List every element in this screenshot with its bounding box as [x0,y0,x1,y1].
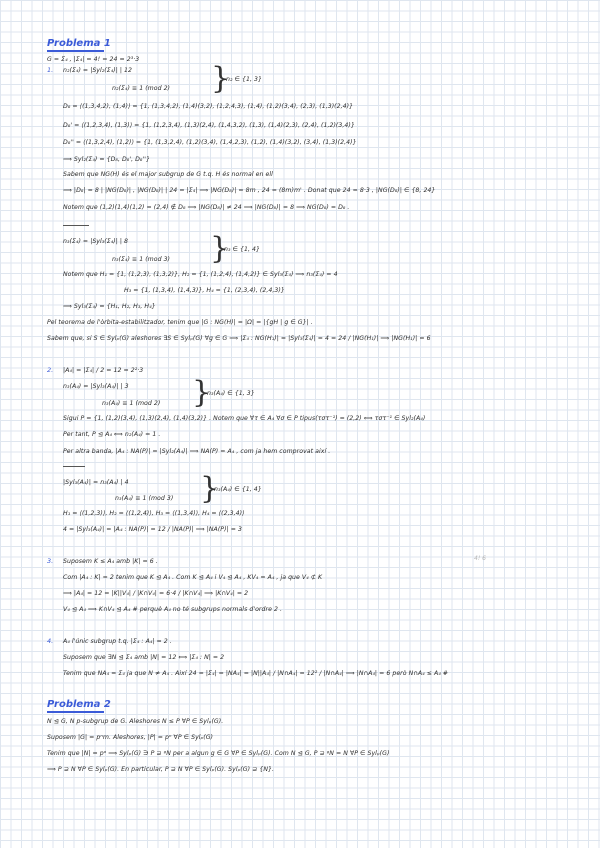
a4-sylow3-options: n₃(A₄) ∈ {1, 3} [207,390,255,397]
item-number-3: 3. [47,557,54,565]
a4-unique-line: A₄ l'únic subgrup t.q. |Σ₄ : A₄| = 2 . [63,638,172,645]
k-suppose: Suposem K ≤ A₄ amb |K| = 6 . [63,558,158,565]
syl3-set-line: ⟹ Syl₃(Σ₄) = {H₁, H₂, H₃, H₄} [63,303,156,310]
d8-line: D₈ = ⟨(1,3,4,2), (1,4)⟩ = {1, (1,3,4,2), (1,4)(3,2), (1,2,4,3), (1,4), (1,2)(3,4), (2,3), (1,3)(2,4)} [63,103,354,110]
p-normal-line: Per tant, P ⊴ A₄ ⟺ n₂(A₄) = 1 . [63,431,161,438]
sylow2-options: n₂ ∈ {1, 3} [226,76,262,83]
n-suppose-line: Suposem que ∃N ⊴ Σ₄ amb |N| = 12 ⟺ |Σ₄ : N| = 2 [63,654,225,661]
item-number-4: 4. [47,637,54,645]
sylow3-options: n₃ ∈ {1, 4} [224,246,260,253]
p2-conclusion: ⟹ P ⊇ N ∀P ∈ Sylₚ(G). En particular, P ⊇ N ∀P ∈ Sylₚ(G). Sylₚ(G) ⊇ {N}. [47,766,274,773]
problem2-title: Problema 2 [47,699,111,710]
item-number-2: 2. [47,366,54,374]
normalizer-order-line: ⟹ |D₈| = 8 | |NG(D₈)| , |NG(D₈)| | 24 = |Σ₄| ⟹ |NG(D₈)| = 8m , 24 = (8m)m' . Donat que 24 = 8·3 , |NG(D₈)| ∈ {8, 24} [63,187,436,194]
a4-sylow3-congruence: n₃(A₄) ≡ 1 (mod 2) [102,400,161,407]
k-normal-line: Com |A₄ : K| = 2 tenim que K ⊴ A₄ . Com K ⊴ A₄ i V₄ ⊴ A₄ , KV₄ = A₄ , ja que V₄ ⊄ K [63,574,323,581]
normalizer-h1-line: Sabem que, si S ∈ Sylₚ(G) aleshores ∃S ∈ Sylₚ(G) ∀g ∈ G ⟹ |Σ₄ : NG(H₁)| = |Syl₃(Σ₄)| = 4 = 24 / |NG(H₁)| ⟹ |NG(H₁)| = 6 [47,335,431,342]
a4-syl3-options: n₃(A₄) ∈ {1, 4} [214,486,262,493]
orbit-stabilizer-line: Pel teorema de l'òrbita-estabilitzador, tenim que |G : NG(H)| = |Ω| = |{gH | g ∈ G}| . [47,319,313,326]
margin-note: 4! 6 [474,555,486,562]
h1-h2-line: Notem que H₁ = {1, (1,2,3), (1,3,2)}, H₂ = {1, (1,2,4), (1,4,2)} ∈ Syl₃(Σ₄) ⟹ n₃(Σ₄) = 4 [63,271,338,278]
a4-normalizer-order: 4 = |Syl₃(A₄)| = |A₄ : NA(P)| = 12 / |NA(P)| ⟹ |NA(P)| = 3 [63,526,242,533]
separator-2 [63,466,85,467]
k-order-computation: ⟹ |A₄| = 12 = |K||V₄| / |K∩V₄| = 6·4 / |K∩V₄| ⟹ |K∩V₄| = 2 [63,590,249,597]
separator-1 [63,225,89,226]
sylow2-congruence: n₂(Σ₄) ≡ 1 (mod 2) [112,85,171,92]
brace-3: } [192,375,212,410]
problem1-title: Problema 1 [47,38,111,49]
a4-syl3-congruence: n₃(A₄) ≡ 1 (mod 3) [115,495,174,502]
brace-4: } [200,471,220,506]
k-contradiction: V₄ ⊴ A₄ ⟹ K∩V₄ ⊴ A₄ # perquè A₄ no té subgrups normals d'ordre 2 . [63,606,282,613]
brace-1: } [211,61,231,96]
h3-h4-line: H₃ = {1, (1,3,4), (1,4,3)}, H₄ = {1, (2,3,4), (2,4,3)} [124,287,285,294]
sylow3-divides: n₃(Σ₄) = |Syl₃(Σ₄)| | 8 [63,238,129,245]
order-line: G = Σ₄ , |Σ₄| = 4! = 24 = 2³·3 [47,56,140,63]
problem2-title-underline [47,711,104,713]
p2-suppose: Suposem |G| = pⁿm. Aleshores, |P| = pⁿ ∀P ∈ Sylₚ(G) [47,734,214,741]
brace-2: } [210,231,230,266]
problem1-title-underline [47,50,104,52]
sylow2-divides: n₂(Σ₄) = |Syl₂(Σ₄)| | 12 [63,67,133,74]
a4-order: |A₄| = |Σ₄| / 2 = 12 = 2²·3 [63,367,144,374]
a4-normalizer-line: Per altra banda, |A₄ : NA(P)| = |Syl₂(A₄)| ⟹ NA(P) = A₄ , com ja hem comprovat així . [63,448,331,455]
p2-statement: N ⊴ G, N p-subgrup de G. Aleshores N ≤ P ∀P ∈ Sylₚ(G). [47,718,224,725]
d8-double-prime-line: D₈'' = ⟨(1,3,2,4), (1,2)⟩ = {1, (1,3,2,4), (1,2)(3,4), (1,4,2,3), (1,2), (1,4)(3,2), (3,4), (1,3)(2,4)} [63,139,357,146]
normalizer-fact: Sabem que NG(H) és el major subgrup de G t.q. H és normal en ell [63,171,273,178]
a4-h-subgroups: H₁ = ⟨(1,2,3)⟩, H₂ = ⟨(1,2,4)⟩, H₃ = ⟨(1,3,4)⟩, H₄ = ⟨(2,3,4)⟩ [63,510,245,517]
a4-sylow3-divides: n₃(A₄) = |Syl₃(A₄)| | 3 [63,383,129,390]
a4-syl3-divides: |Syl₃(A₄)| = n₃(A₄) | 4 [63,479,129,486]
d8-prime-line: D₈' = ⟨(1,2,3,4), (1,3)⟩ = {1, (1,2,3,4), (1,3)(2,4), (1,4,3,2), (1,3), (1,4)(2,3), (2,4), (1,2)(3,4)} [63,122,355,129]
p2-argument: Tenim que |N| = pᵃ ⟹ Sylₚ(G) ∋ P ⊇ ᵍN per a algun g ∈ G ∀P ∈ Sylₚ(G). Com N ⊴ G, P ⊇ ᵍN = N ∀P ∈ Sylₚ(G) [47,750,390,757]
na4-contradiction: Tenim que NA₄ = Σ₄ ja que N ≠ A₄ . Així 24 = |Σ₄| = |NA₄| = |N||A₄| / |N∩A₄| = 12² / |N∩A₄| ⟹ |N∩A₄| = 6 però N∩A₄ ≤ A₄ # [63,670,449,677]
klein-p-line: Sigui P = {1, (1,2)(3,4), (1,3)(2,4), (1,4)(3,2)} . Notem que ∀τ ∈ A₄ ∀σ ∈ P tipus(τστ⁻¹) = (2,2) ⟺ τστ⁻¹ ∈ Syl₂(A₄) [63,415,426,422]
item-number-1: 1. [47,66,54,74]
syl2-set-line: ⟹ Syl₂(Σ₄) = {D₈, D₈', D₈''} [63,156,150,163]
sylow3-congruence: n₃(Σ₄) ≡ 1 (mod 3) [112,256,171,263]
normalizer-conclusion: Notem que (1,2)(1,4)(1,2) = (2,4) ∉ D₈ ⟹ |NG(D₈)| ≠ 24 ⟹ |NG(D₈)| = 8 ⟹ NG(D₈) = D₈ . [63,204,350,211]
